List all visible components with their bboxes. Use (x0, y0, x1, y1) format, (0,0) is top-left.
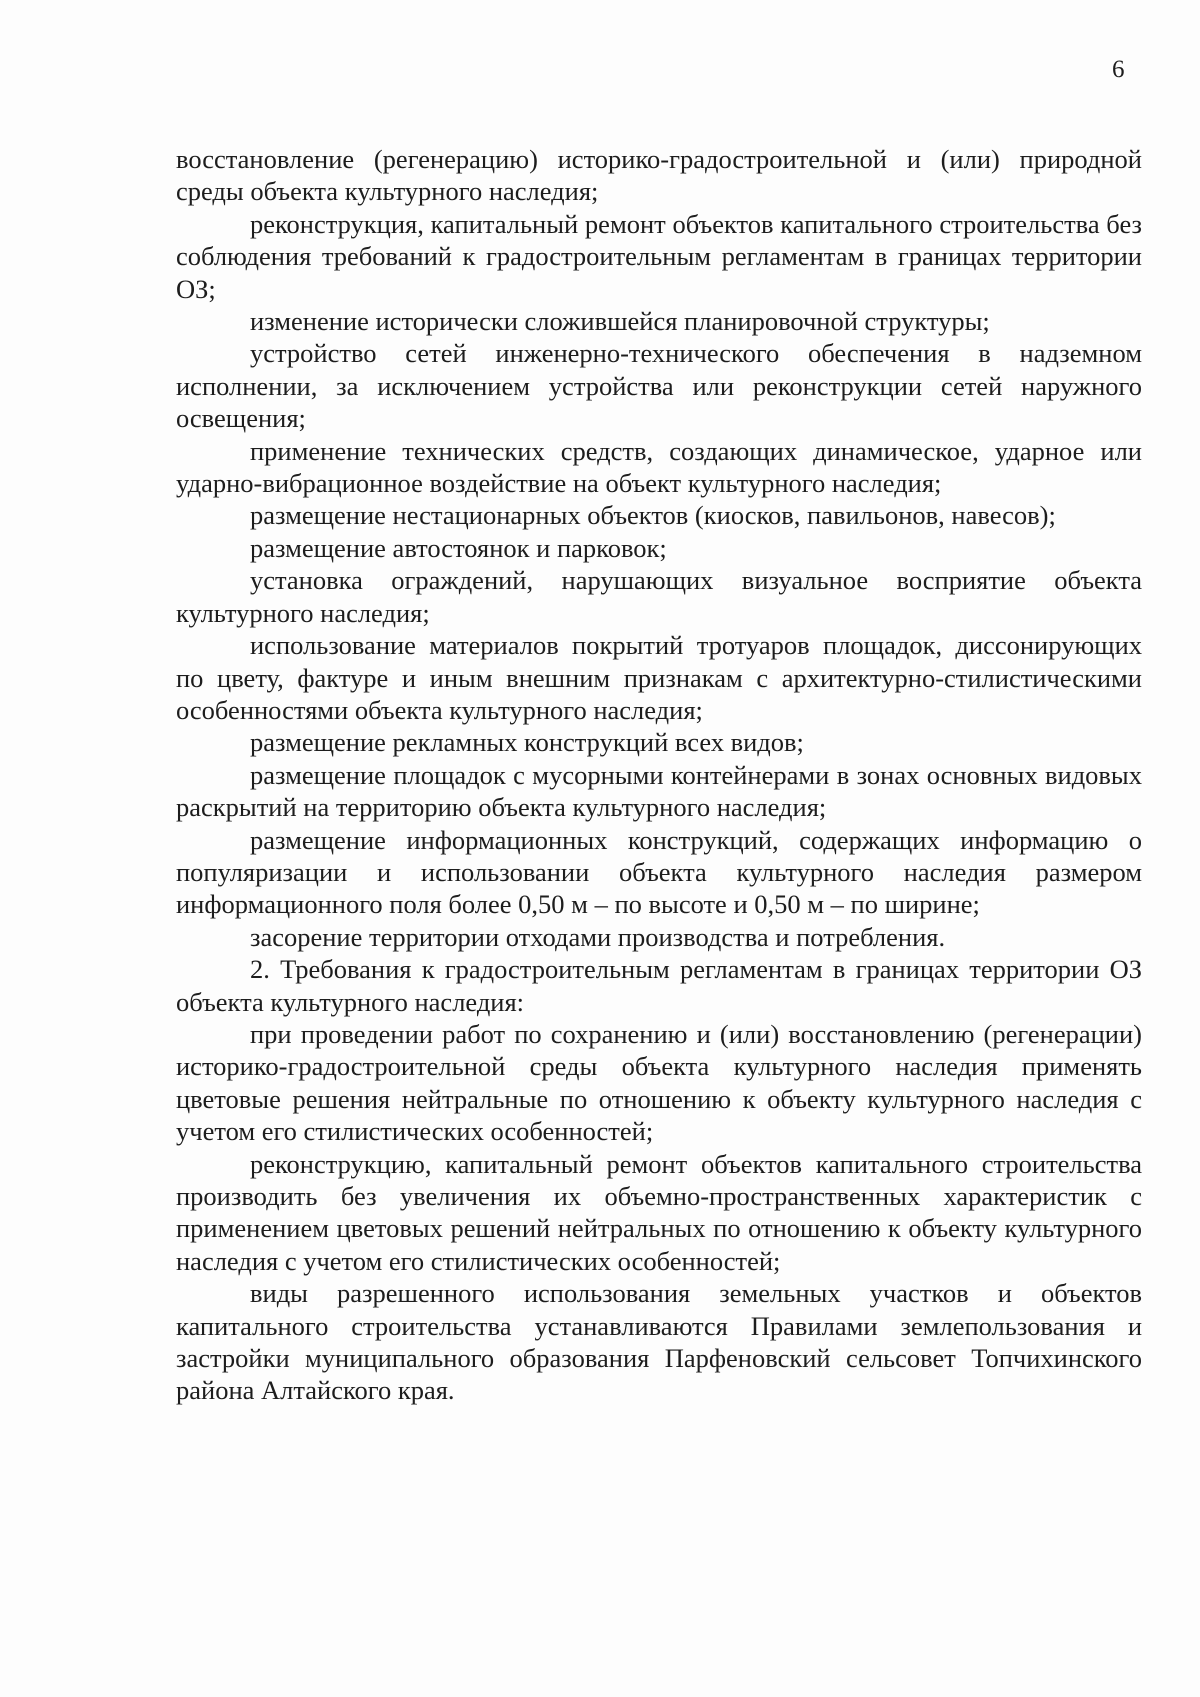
paragraph: размещение автостоянок и парковок; (250, 532, 667, 563)
paragraph: установка ограждений, нарушающих визуальное восприятие объекта культурного наследия; (176, 565, 1142, 628)
paragraph: засорение территории отходами производства и потребления. (250, 921, 946, 952)
paragraph: восстановление (регенерацию) историко-градостроительной и (или) природной среды объекта культурного наследия; (176, 144, 1142, 207)
paragraph: размещение информационных конструкций, содержащих информацию о популяризации и использовании объекта культурного наследия размером информационного поля более 0,50 м – по высоте и 0,50 м – по ширине; (176, 824, 1142, 920)
paragraph: применение технических средств, создающих динамическое, ударное или ударно-вибрационное воздействие на объект культурного наследия; (176, 435, 1142, 499)
paragraph: использование материалов покрытий тротуаров площадок, диссонирующих по цвету, фактуре и иным внешним признакам с архитектурно-стилистическими особенностями объекта культурного наследия; (176, 630, 1142, 725)
paragraph: устройство сетей инженерно-технического обеспечения в надземном исполнении, за исключением устройства или реконструкции сетей наружного освещения; (176, 338, 1142, 434)
paragraph: при проведении работ по сохранению и (или) восстановлению (регенерации) историко-градостроительной среды объекта культурного наследия применять цветовые решения нейтральные по отношению к объекту культурного наследия с учетом его стилистических особенностей; (176, 1018, 1142, 1147)
paragraph: реконструкция, капитальный ремонт объектов капитального строительства без соблюдения требований к градостроительным регламентам в границах территории ОЗ; (176, 208, 1142, 304)
document-body (176, 143, 1142, 1407)
paragraph: 2. Требования к градостроительным регламентам в границах территории ОЗ объекта культурного наследия: (176, 954, 1142, 1017)
paragraph: размещение площадок с мусорными контейнерами в зонах основных видовых раскрытий на территорию объекта культурного наследия; (176, 759, 1142, 823)
paragraph: реконструкцию, капитальный ремонт объектов капитального строительства производить без увеличения их объемно-пространственных характеристик с применением цветовых решений нейтральных по отношению к объекту культурного наследия с учетом его стилистических особенностей; (176, 1148, 1142, 1276)
paragraph: виды разрешенного использования земельных участков и объектов капитального строительства устанавливаются Правилами землепользования и застройки муниципального образования Парфеновский сельсовет Топчихинского района Алтайского края. (176, 1278, 1142, 1406)
paragraph: изменение исторически сложившейся планировочной структуры; (250, 306, 990, 337)
page-number: 6 (1112, 56, 1125, 83)
paragraph: размещение рекламных конструкций всех видов; (250, 727, 804, 758)
paragraph: размещение нестационарных объектов (киосков, павильонов, навесов); (250, 500, 1056, 531)
